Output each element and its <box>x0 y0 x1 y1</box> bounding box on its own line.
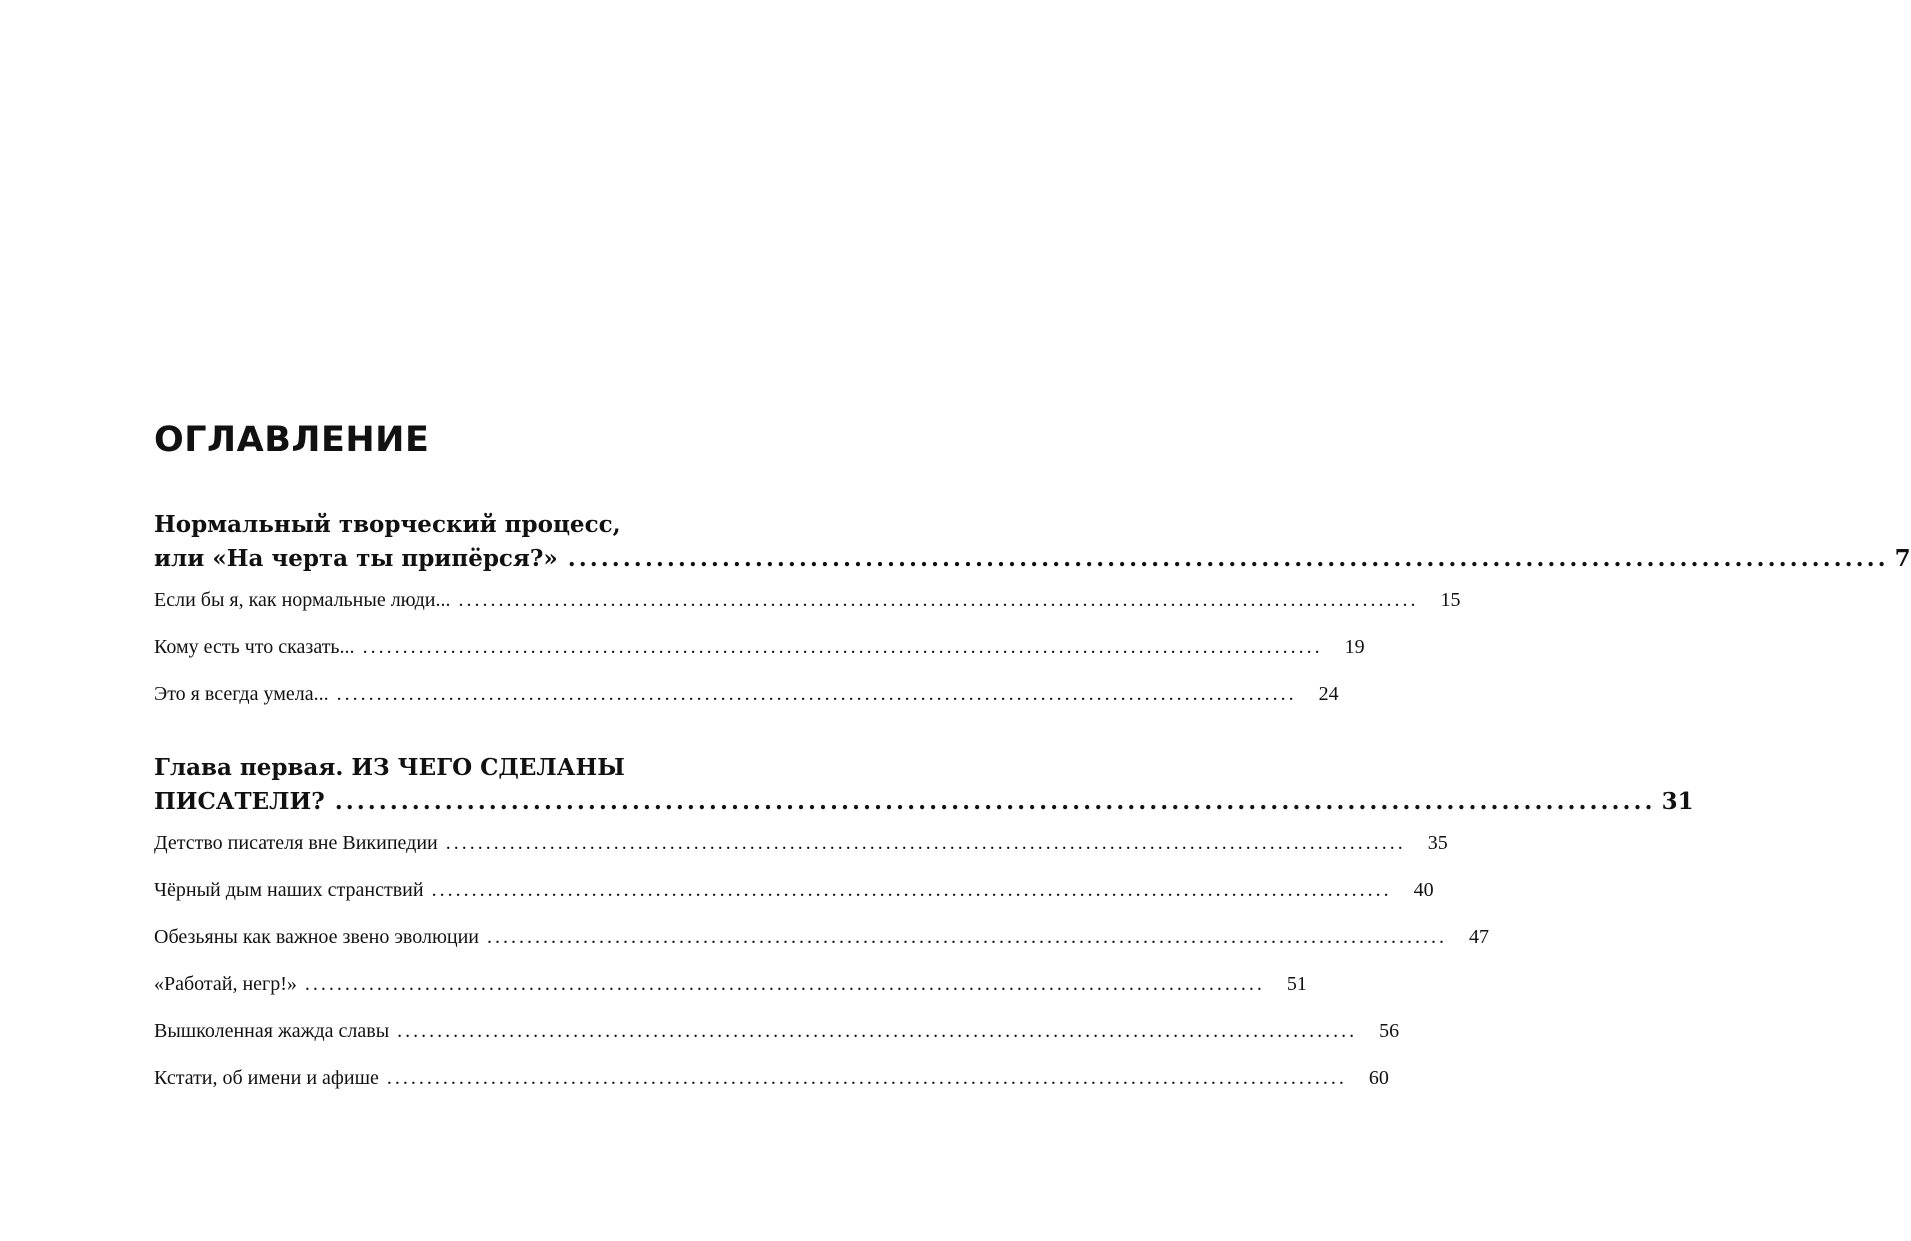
dot-leader: ........................................................................................................................ <box>431 879 1392 901</box>
toc-entry <box>154 1066 1389 1113</box>
entry-page-number: 56 <box>1379 1020 1400 1042</box>
entry-label: Чёрный дым наших странствий <box>154 879 424 901</box>
entry-label: Кому есть что сказать... <box>154 636 355 658</box>
section-title-line: Нормальный творческий процесс, <box>154 511 621 538</box>
entry-label: «Работай, негр!» <box>154 973 297 995</box>
toc-entry <box>154 925 1490 972</box>
entry-label: Кстати, об имени и афише <box>154 1067 379 1089</box>
section-title-leader <box>154 542 1911 576</box>
dot-leader: ........................................................................................................................ <box>386 1067 1347 1089</box>
toc-section <box>154 751 1694 1113</box>
toc-entries <box>154 588 1461 729</box>
toc-entry <box>154 972 1307 1019</box>
dot-leader: ........................................................................................................................ <box>458 589 1419 611</box>
entry-label: Это я всегда умела... <box>154 683 329 705</box>
dot-leader: ........................................................................................................................ <box>567 545 1889 572</box>
section-title-leader <box>154 785 1694 819</box>
dot-leader: ........................................................................................................................ <box>304 973 1265 995</box>
dot-leader: ........................................................................................................................ <box>334 788 1656 815</box>
entry-page-number: 15 <box>1440 589 1461 611</box>
toc-entry <box>154 682 1339 729</box>
dot-leader: ........................................................................................................................ <box>336 683 1297 705</box>
entry-page-number: 19 <box>1344 636 1365 658</box>
entry-page-number: 51 <box>1286 973 1307 995</box>
section-title <box>154 751 1694 819</box>
entry-label: Если бы я, как нормальные люди... <box>154 589 451 611</box>
entry-page-number: 35 <box>1427 832 1448 854</box>
dot-leader: ........................................................................................................................ <box>487 926 1448 948</box>
entry-page-number: 60 <box>1368 1067 1389 1089</box>
dot-leader: ........................................................................................................................ <box>397 1020 1358 1042</box>
dot-leader: ........................................................................................................................ <box>445 832 1406 854</box>
toc-entry <box>154 1019 1400 1066</box>
section-title <box>154 508 1911 576</box>
toc-entry <box>154 878 1434 925</box>
toc-page <box>154 0 1911 1241</box>
toc-heading: ОГЛАВЛЕНИЕ <box>154 420 430 460</box>
toc-entry <box>154 588 1461 635</box>
toc-entry <box>154 831 1448 878</box>
entry-page-number: 24 <box>1318 683 1339 705</box>
toc-entries <box>154 831 1490 1113</box>
toc-section <box>154 508 1911 729</box>
section-page-number: 31 <box>1661 788 1694 815</box>
section-title-line: ПИСАТЕЛИ? <box>154 788 325 815</box>
section-title-line: или «На черта ты припёрся?» <box>154 545 558 572</box>
entry-page-number: 47 <box>1469 926 1490 948</box>
section-page-number: 7 <box>1894 545 1911 572</box>
dot-leader: ........................................................................................................................ <box>362 636 1323 658</box>
section-title-line: Глава первая. ИЗ ЧЕГО СДЕЛАНЫ <box>154 754 625 781</box>
entry-label: Детство писателя вне Википедии <box>154 832 438 854</box>
entry-label: Обезьяны как важное звено эволюции <box>154 926 480 948</box>
entry-page-number: 40 <box>1413 879 1434 901</box>
toc-entry <box>154 635 1365 682</box>
entry-label: Вышколенная жажда славы <box>154 1020 390 1042</box>
